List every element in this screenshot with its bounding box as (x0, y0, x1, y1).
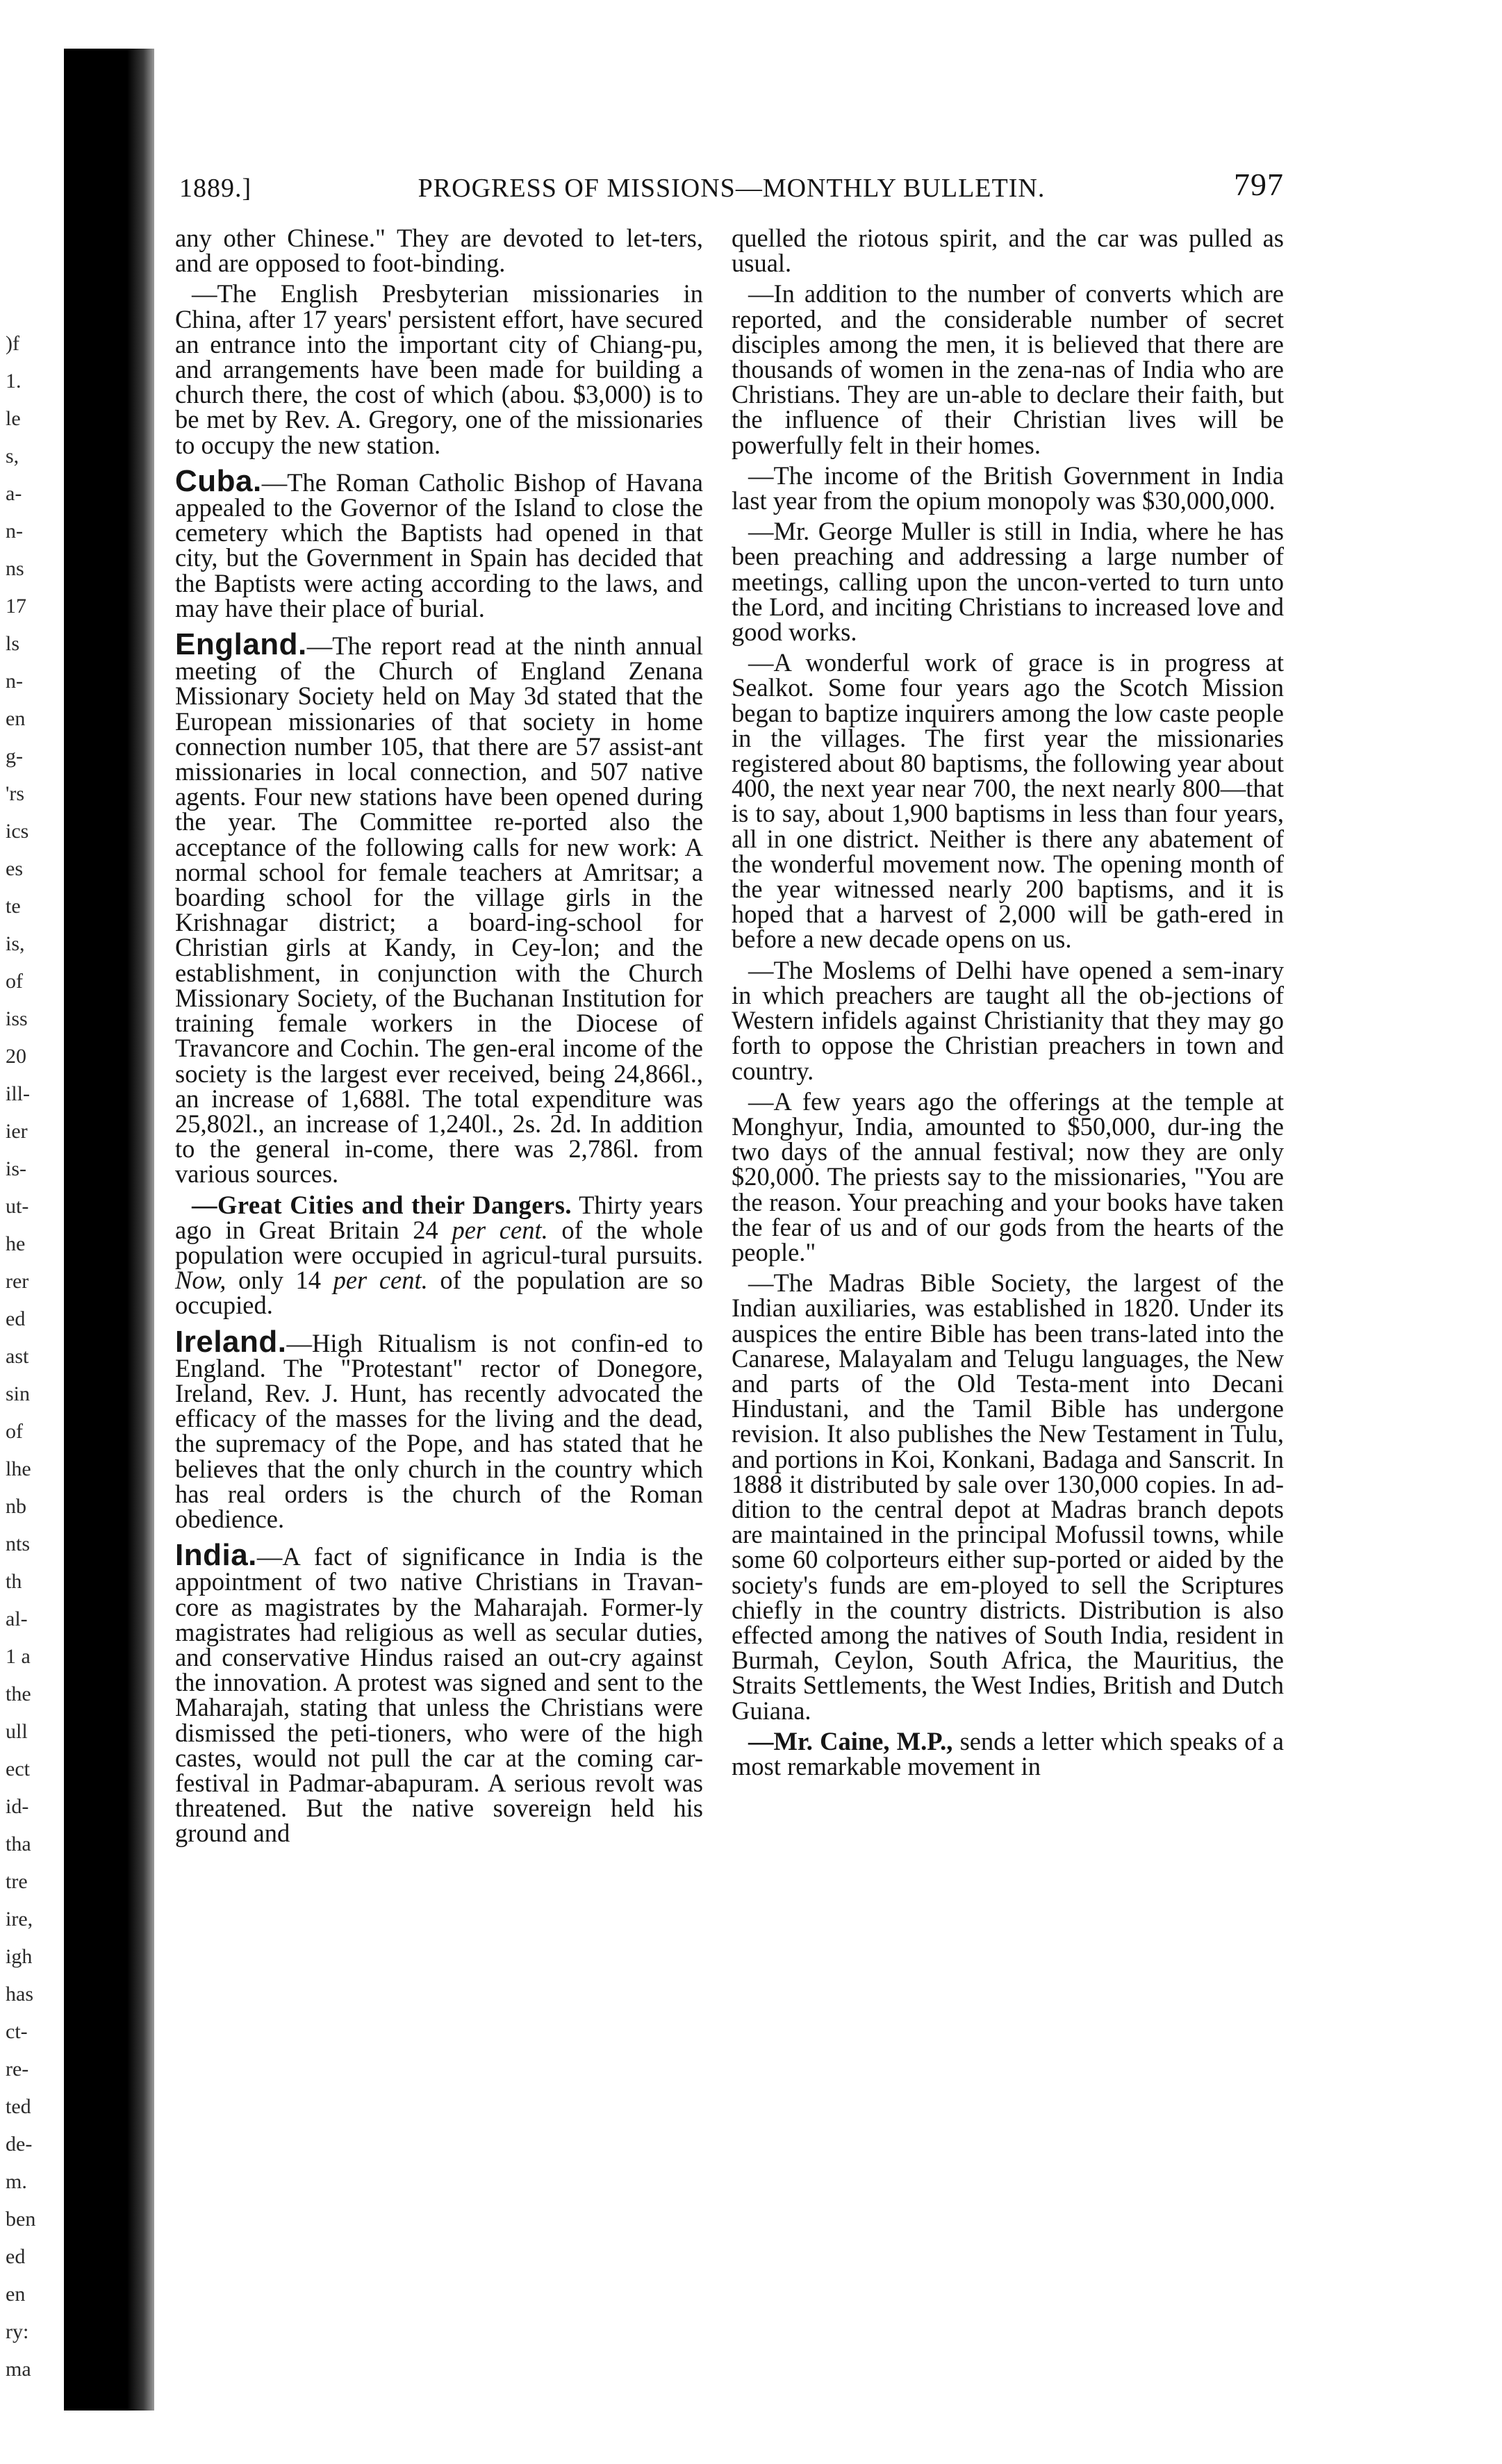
subsection-heading: —Great Cities and their Dangers. (192, 1190, 572, 1219)
left-column (175, 226, 703, 1852)
text-run: Thirty years ago in Great Britain 24 (175, 1190, 703, 1244)
margin-fragment: is, (6, 932, 25, 955)
section-heading: Ireland. (175, 1324, 287, 1359)
margin-fragment: ls (6, 632, 20, 655)
margin-fragment: )f (6, 332, 19, 355)
margin-fragment: ier (6, 1120, 28, 1143)
paragraph: —The Moslems of Delhi have opened a sem-inary in which preachers are taught all the ob-jections of Western infidels against Christianity that they may go forth to oppose the Christian preachers in town and country. (732, 955, 1284, 1085)
page-number: 797 (1234, 167, 1284, 202)
margin-fragment: ed (6, 2245, 26, 2268)
right-column (732, 226, 1284, 1785)
subsection-great-cities (175, 1190, 703, 1320)
paragraph (732, 1726, 1285, 1780)
margin-fragment: rer (6, 1270, 29, 1293)
margin-fragment: 17 (6, 595, 26, 618)
margin-fragment: ire, (6, 1908, 33, 1930)
binding-shadow (64, 49, 154, 2411)
person-name: —Mr. Caine, M.P., (748, 1726, 953, 1755)
margin-fragment: de- (6, 2133, 33, 2156)
italic-run: per cent. (333, 1266, 428, 1295)
margin-fragment: ut- (6, 1195, 29, 1218)
paragraph: —Mr. George Muller is still in India, where he has been preaching and addressing a large number of meetings, calling upon the uncon-verted to turn unto the Lord, and inciting Christians to increased love and good works. (732, 517, 1284, 647)
section-heading: India. (175, 1538, 257, 1573)
margin-fragment: nb (6, 1495, 26, 1518)
margin-fragment: lhe (6, 1457, 31, 1480)
margin-fragment: ct- (6, 2020, 28, 2043)
margin-fragment: 1 a (6, 1645, 31, 1668)
margin-fragment: ill- (6, 1082, 30, 1105)
paragraph: —The English Presbyterian missionaries in China, after 17 years' persistent effort, have secured an entrance into the important city of Chiang-pu, and arrangements have been made for building a church there, the cost of which (abou. $3,000) is to be met by Rev. A. Gregory, one of the missionaries to occupy the new station. (175, 279, 703, 459)
section-text: —High Ritualism is not confin-ed to England. The "Protestant" rector of Donegore, Ireland, Rev. J. Hunt, has recently advocated the efficacy of the masses for the living and the dead, the supremacy of the Pope, and has stated that he believes that the only church in the country which has real orders is the church of the Roman obedience. (175, 1328, 703, 1533)
paragraph: quelled the riotous spirit, and the car was pulled as usual. (732, 224, 1284, 278)
section-text: —The report read at the ninth annual meeting of the Church of England Zenana Missionary Society held on May 3d stated that the European missionaries of that society in home connection number 105, that there are 57 assist-ant missionaries in local connection, and 507 native agents. Four new stations have been opened during the year. The Committee re-ported also the acceptance of the following calls for new work: A normal school for female teachers at Amritsar; a boarding school for the village girls in the Krishnagar district; a board-ing-school for Christian girls at Kandy, in Cey-lon; and the establishment, in conjunction with the Church Missionary Society, of the Buchanan Institution for training female workers in the Diocese of Travancore and Cochin. The gen-eral income of the society is the largest ever received, being 24,866l., an increase of 1,688l. The total expenditure was 25,802l., an increase of 1,240l., 2s. 2d. In addition to the general in-come, there was 2,786l. from various sources. (175, 631, 703, 1189)
margin-fragment: tre (6, 1870, 28, 1893)
margin-fragment: iss (6, 1007, 28, 1030)
margin-fragment: id- (6, 1795, 29, 1818)
section-india (175, 1538, 703, 1848)
paragraph: any other Chinese." They are devoted to let-ters, and are opposed to foot-binding. (175, 224, 703, 278)
margin-fragment: en (6, 2283, 26, 2306)
margin-fragment: ed (6, 1307, 26, 1330)
margin-fragment: en (6, 707, 26, 730)
margin-fragment: of (6, 1420, 23, 1443)
margin-fragment: sin (6, 1382, 31, 1405)
margin-fragment: the (6, 1682, 31, 1705)
margin-fragment: of (6, 970, 23, 993)
margin-fragment: al- (6, 1607, 28, 1630)
text-run: of the whole population were occupied in agricul-tural pursuits. (175, 1215, 703, 1269)
margin-fragment: n- (6, 670, 23, 693)
margin-fragment: nts (6, 1532, 31, 1555)
margin-fragment: ma (6, 2358, 31, 2381)
margin-fragment: ry: (6, 2320, 29, 2343)
text-run: sends a letter which speaks of a most remarkable movement in (732, 1726, 1285, 1780)
margin-fragment: a- (6, 482, 22, 505)
margin-fragment: re- (6, 2058, 29, 2081)
margin-fragment: le (6, 407, 21, 430)
section-cuba (175, 463, 703, 622)
margin-fragment: s, (6, 445, 19, 468)
margin-fragment: n- (6, 520, 23, 543)
paragraph: —A few years ago the offerings at the temple at Monghyur, India, amounted to $50,000, dur-ing the two days of the annual festival; now they are only $20,000. The priests say to the missionaries, "You are the reason. Your preaching and your books have taken the fear of us and of our gods from the hearts of the people." (732, 1086, 1284, 1266)
margin-fragment: te (6, 895, 21, 918)
margin-fragment: tha (6, 1833, 31, 1855)
header-year: 1889.] (179, 174, 252, 203)
margin-fragment: ted (6, 2095, 31, 2118)
section-heading: Cuba. (175, 463, 262, 498)
text-run: of the population are so occupied. (175, 1266, 703, 1320)
section-ireland (175, 1324, 703, 1533)
paragraph: —The income of the British Government in India last year from the opium monopoly was $30,000,000. (732, 461, 1284, 515)
margin-fragment: has (6, 1983, 33, 2006)
margin-fragment: ast (6, 1345, 29, 1368)
margin-fragment: 1. (6, 370, 22, 392)
margin-fragment: 'rs (6, 782, 25, 805)
section-text: —The Roman Catholic Bishop of Havana appealed to the Governor of the Island to close the cemetery which the Baptists had opened in that city, but the Government in Spain has decided that the Baptists were acting according to the laws, and may have their place of burial. (175, 468, 703, 622)
paragraph: —A wonderful work of grace is in progress at Sealkot. Some four years ago the Scotch Mission began to baptize inquirers among the low caste people in the villages. The first year the missionaries registered about 80 baptisms, the following year about 400, the next year near 700, the next nearly 800—that is to say, about 1,900 baptisms in less than four years, all in one district. Neither is there any abatement of the wonderful movement now. The opening month of the year witnessed nearly 200 baptisms, and it is hoped that a harvest of 2,000 will be gath-ered in before a new decade opens on us. (732, 648, 1284, 954)
margin-fragment: he (6, 1232, 26, 1255)
running-head (179, 167, 1284, 212)
section-england (175, 627, 703, 1189)
margin-fragment: th (6, 1570, 22, 1593)
margin-fragment: g- (6, 745, 23, 768)
text-run: only 14 (226, 1266, 333, 1295)
margin-fragment: es (6, 857, 23, 880)
margin-fragment: ect (6, 1758, 30, 1780)
header-title: PROGRESS OF MISSIONS—MONTHLY BULLETIN. (418, 174, 1046, 203)
italic-run: per cent. (452, 1215, 548, 1244)
margin-fragment: ull (6, 1720, 28, 1743)
paragraph: —In addition to the number of converts which are reported, and the considerable number of secret disciples among the men, it is believed that there are thousands of women in the zena-nas of India who are Christians. They are un-able to declare their faith, but the influence of their Christian lives will be powerfully felt in their homes. (732, 279, 1284, 459)
margin-fragment: is- (6, 1157, 26, 1180)
section-text: —A fact of significance in India is the appointment of two native Christians in Travan-core as magistrates by the Maharajah. Former-ly magistrates had religious as well as secular duties, and conservative Hindus raised an out-cry against the innovation. A protest was signed and sent to the Maharajah, stating that unless the Christians were dismissed the peti-tioners, who were of the high castes, would not pull the car at the coming car-festival in Padmar-abapuram. A serious revolt was threatened. But the native sovereign held his ground and (175, 1542, 703, 1848)
margin-fragment: ics (6, 820, 29, 843)
margin-fragment: ben (6, 2208, 36, 2231)
margin-fragment: 20 (6, 1045, 26, 1068)
italic-run: Now, (175, 1266, 226, 1295)
paragraph: —The Madras Bible Society, the largest of the Indian auxiliaries, was established in 1820. Under its auspices the entire Bible has been trans-lated into the Canarese, Malayalam and Telugu languages, the New and parts of the Old Testa-ment into Decani Hindustani, and the Tamil Bible has undergone revision. It also publishes the New Testament in Tulu, and portions in Koi, Konkani, Badaga and Sanscrit. In 1888 it distributed by sale over 130,000 copies. In ad-dition to the central depot at Madras branch depots are maintained in the principal Mofussil towns, while some 60 colporteurs either sup-ported or aided by the society's funds are em-ployed to sell the Scriptures chiefly in the country districts. Distribution is also effected among the natives of South India, resident in Burmah, Ceylon, South Africa, the Mauritius, the Straits Settlements, the West Indies, British and Dutch Guiana. (732, 1268, 1284, 1725)
margin-fragment: ns (6, 557, 24, 580)
section-heading: England. (175, 627, 307, 662)
margin-fragment: m. (6, 2170, 27, 2193)
margin-fragment: igh (6, 1945, 33, 1968)
